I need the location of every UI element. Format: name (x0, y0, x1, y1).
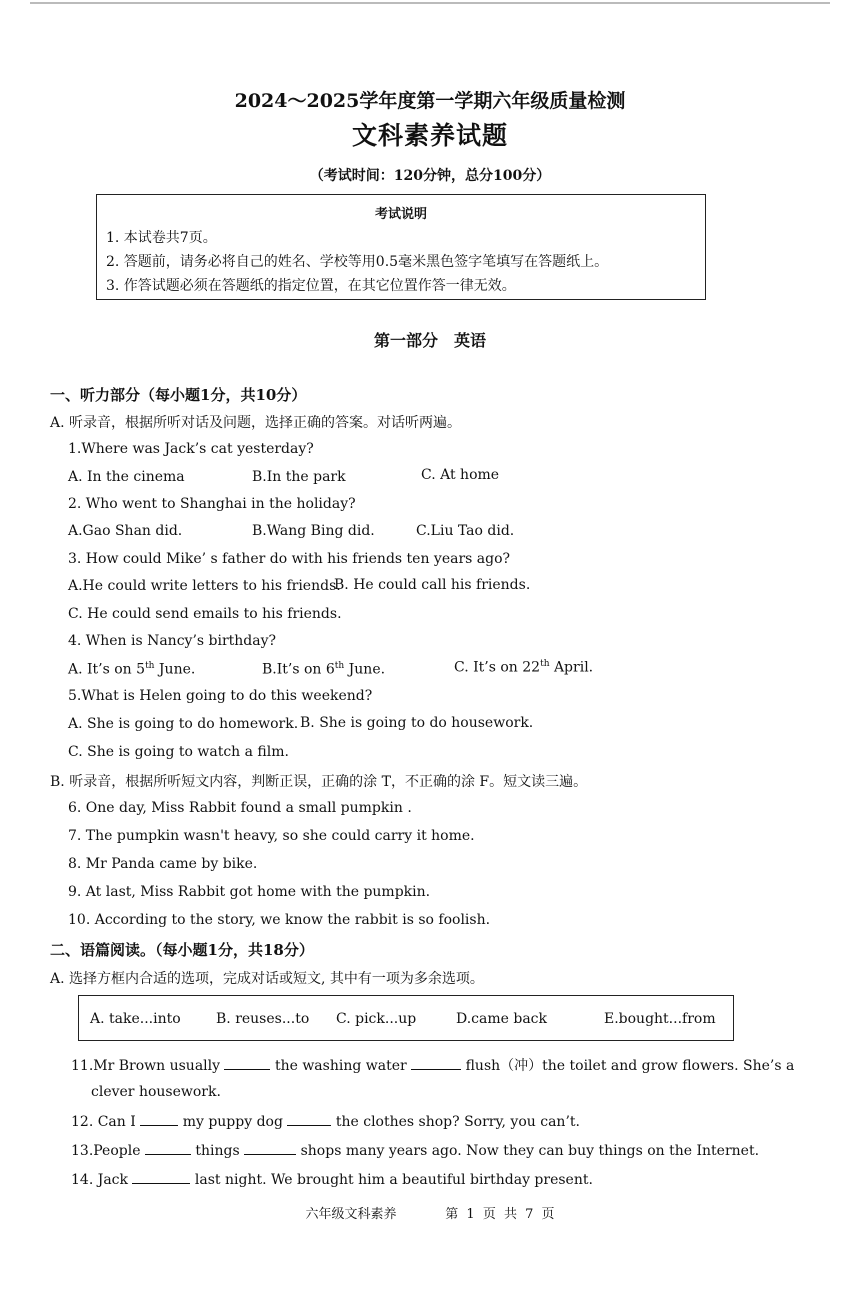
question-12: 12. Can I my puppy dog the clothes shop? Sorry, you can’t. (71, 1114, 580, 1130)
question-3: 3. How could Mike’ s father do with his friends ten years ago? (68, 551, 511, 567)
word-option: C. pick...up (336, 1011, 417, 1027)
notes-item: 3. 作答试题必须在答题纸的指定位置，在其它位置作答一律无效。 (106, 278, 516, 294)
exam-name: 文科素养试题 (351, 121, 508, 150)
notes-title: 考试说明 (374, 207, 427, 222)
exam-info: （考试时间：120分钟，总分100分） (309, 168, 551, 184)
word-option: A. take...into (90, 1011, 181, 1027)
question-11-cont: clever housework. (91, 1084, 221, 1100)
word-option: E.bought...from (604, 1011, 716, 1027)
option-a: A. In the cinema (68, 469, 185, 485)
answer-blank[interactable] (224, 1057, 270, 1070)
word-options-box (78, 995, 734, 1041)
question-5: 5.What is Helen going to do this weekend? (68, 688, 373, 704)
option-c: C. It’s on 22th April. (454, 659, 594, 676)
question-2: 2. Who went to Shanghai in the holiday? (68, 496, 356, 512)
scan-edge-line (30, 2, 830, 4)
question-14: 14. Jack last night. We brought him a beautiful birthday present. (71, 1172, 593, 1188)
option-c: C. At home (421, 467, 500, 483)
instruction-a: A. 听录音，根据所听对话及问题，选择正确的答案。对话听两遍。 (50, 415, 462, 431)
answer-blank[interactable] (140, 1113, 178, 1126)
question-11: 11.Mr Brown usually the washing water flush（冲）the toilet and grow flowers. She’s a (71, 1058, 795, 1074)
answer-blank[interactable] (411, 1057, 461, 1070)
notes-item: 1. 本试卷共7页。 (106, 230, 217, 246)
option-c: C. He could send emails to his friends. (68, 606, 342, 622)
word-option: D.came back (456, 1011, 548, 1027)
question-13: 13.People things shops many years ago. Now they can buy things on the Internet. (71, 1143, 760, 1159)
answer-blank[interactable] (287, 1113, 331, 1126)
option-b: B. She is going to do housework. (300, 715, 534, 731)
section-heading-listening: 一、听力部分（每小题1分，共10分） (50, 386, 307, 404)
footer-page-info: 第 1 页 共 7 页 (445, 1207, 555, 1222)
option-b: B. He could call his friends. (334, 577, 531, 593)
option-b: B.Wang Bing did. (252, 523, 375, 539)
option-a: A.He could write letters to his friends. (68, 578, 341, 594)
answer-blank[interactable] (132, 1171, 190, 1184)
exam-title: 2024～2025学年度第一学期六年级质量检测 (234, 90, 626, 112)
question-1: 1.Where was Jack’s cat yesterday? (68, 441, 314, 457)
option-a: A. She is going to do homework. (68, 716, 299, 732)
statement-item: 10. According to the story, we know the rabbit is so foolish. (68, 912, 491, 928)
statement-item: 8. Mr Panda came by bike. (68, 856, 258, 872)
instruction-b: B. 听录音，根据所听短文内容，判断正误，正确的涂 T，不正确的涂 F。短文读三遍。 (50, 774, 588, 790)
statement-item: 7. The pumpkin wasn't heavy, so she could carry it home. (68, 828, 475, 844)
answer-blank[interactable] (145, 1142, 191, 1155)
option-a: A.Gao Shan did. (68, 523, 183, 539)
page-footer (0, 1203, 860, 1222)
option-c: C.Liu Tao did. (416, 523, 515, 539)
exam-notes-box (96, 194, 706, 300)
option-b: B.It’s on 6th June. (262, 661, 386, 678)
footer-subject: 六年级文科素养 (305, 1207, 397, 1222)
instruction-reading-a: A. 选择方框内合适的选项，完成对话或短文, 其中有一项为多余选项。 (50, 971, 484, 987)
question-4: 4. When is Nancy’s birthday? (68, 633, 277, 649)
option-b: B.In the park (252, 469, 346, 485)
word-option: B. reuses...to (216, 1011, 310, 1027)
statement-item: 9. At last, Miss Rabbit got home with the pumpkin. (68, 884, 431, 900)
option-a: A. It’s on 5th June. (68, 661, 196, 678)
section-heading-reading: 二、语篇阅读。（每小题1分，共18分） (50, 941, 314, 959)
answer-blank[interactable] (244, 1142, 296, 1155)
part-title: 第一部分 英语 (373, 331, 486, 350)
statement-item: 6. One day, Miss Rabbit found a small pumpkin . (68, 800, 412, 816)
notes-item: 2. 答题前，请务必将自己的姓名、学校等用0.5毫米黑色签字笔填写在答题纸上。 (106, 254, 609, 270)
option-c: C. She is going to watch a film. (68, 744, 289, 760)
